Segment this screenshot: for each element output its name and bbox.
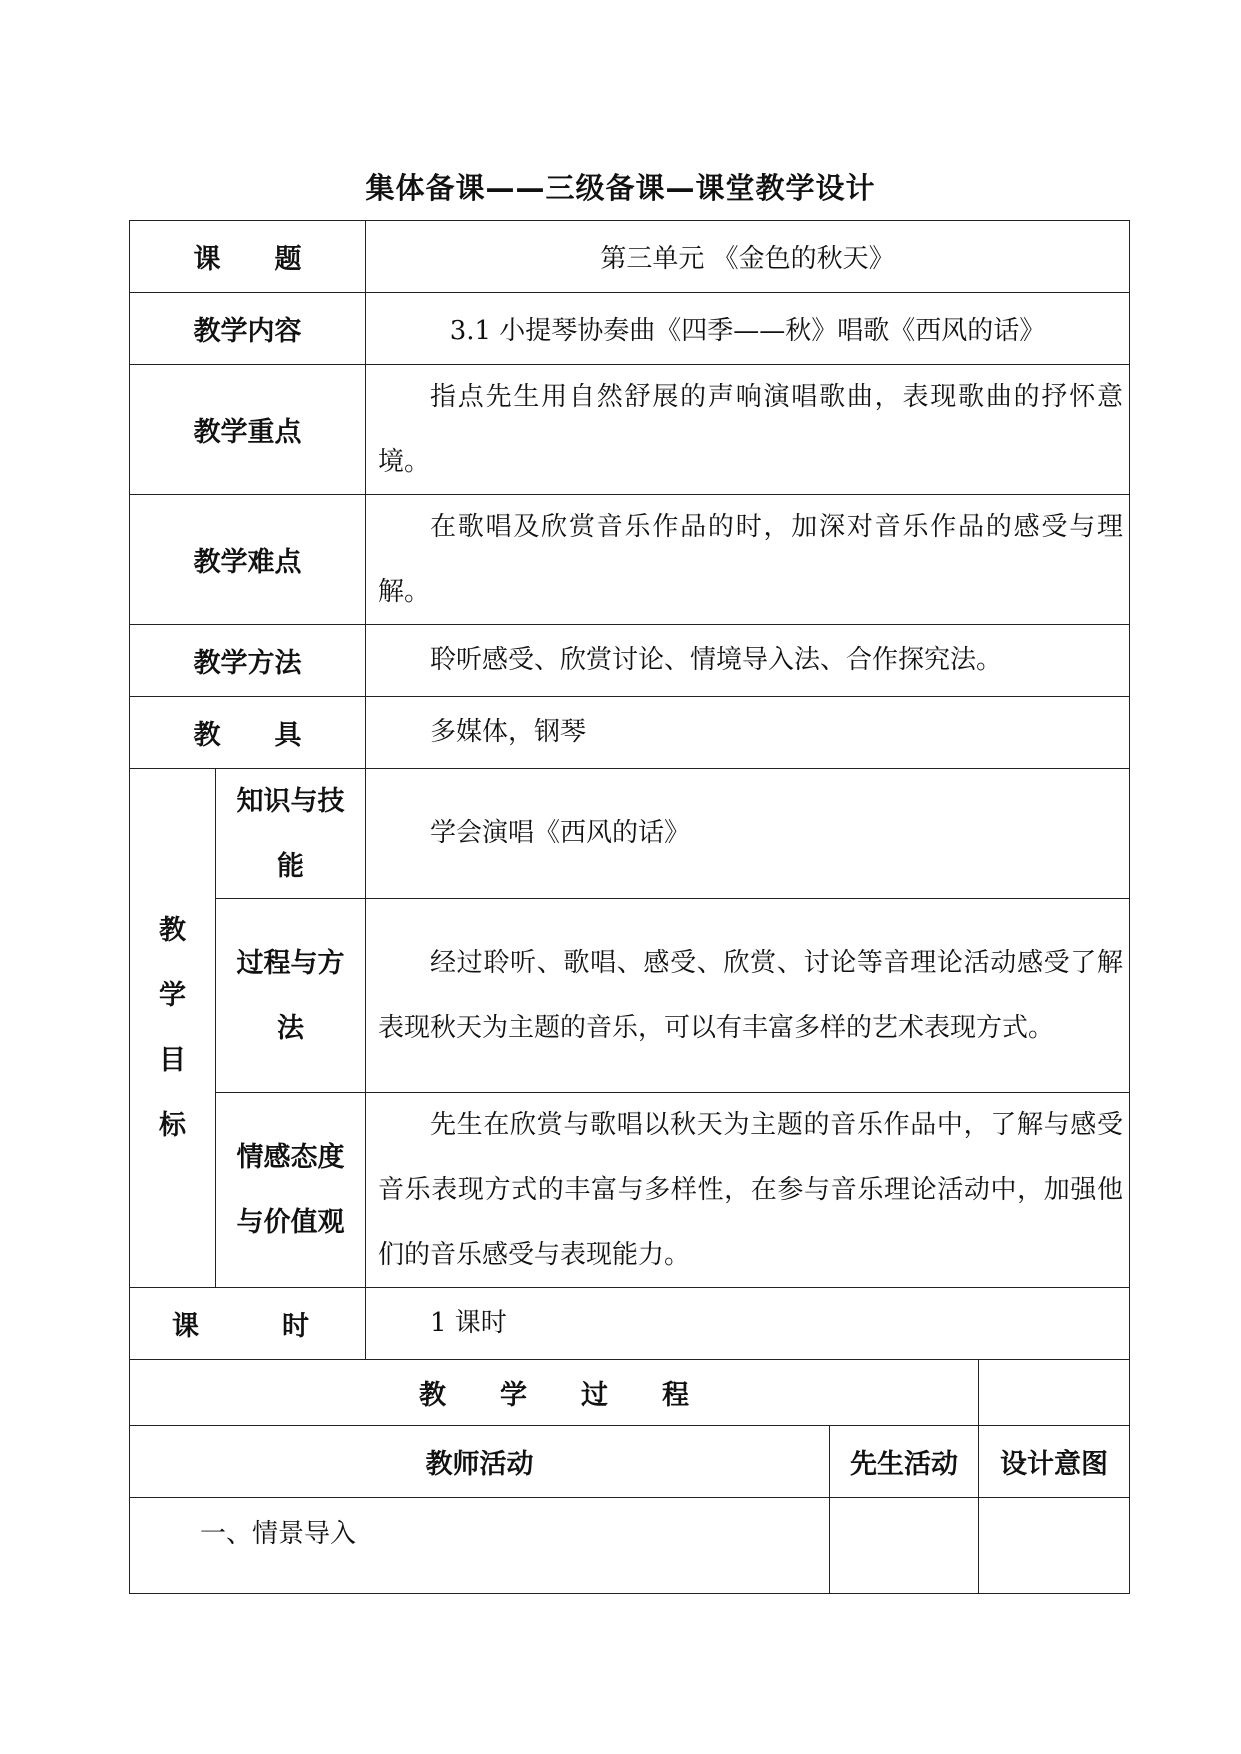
difficulties-label: 教学难点 [193, 547, 302, 578]
content-value: 3.1 小提琴协奏曲《四季——秋》唱歌《西风的话》 [449, 316, 1046, 346]
column-divider [365, 220, 366, 1359]
tools-value [378, 697, 1129, 768]
tools-label: 教 具 [193, 720, 302, 751]
process-label [216, 899, 365, 1092]
topic-value: 第三单元 《金色的秋天》 [600, 244, 895, 274]
key-points-value [378, 365, 1129, 494]
goals-label [130, 769, 215, 1287]
methods-text: 聆听感受、欣赏讨论、情境导入法、合作探究法。 [430, 645, 1003, 675]
col-teacher-activity: 教师活动 [425, 1449, 534, 1480]
hours-text: 1 课时 [430, 1308, 507, 1338]
emotion-label-line: 与价值观 [236, 1207, 345, 1238]
knowledge-text: 学会演唱《西风的话》 [430, 818, 691, 848]
process-label-line: 法 [277, 1012, 304, 1044]
goals-label-char: 教 [159, 915, 186, 946]
col-student-activity: 先生活动 [850, 1449, 958, 1480]
page-title: 集体备课——三级备课—课堂教学设计 [365, 171, 876, 205]
emotion-label-line: 情感态度 [236, 1142, 345, 1173]
methods-value [378, 625, 1129, 696]
process-heading: 教 学 过 程 [419, 1380, 689, 1411]
difficulties-value [378, 495, 1129, 624]
methods-label: 教学方法 [193, 648, 302, 679]
knowledge-value [378, 769, 1129, 898]
emotion-text: 先生在欣赏与歌唱以秋天为主题的音乐作品中，了解与感受音乐表现方式的丰富与多样性，在参与音乐理论活动中，加强他们的音乐感受与表现能力。 [378, 1109, 1123, 1270]
hours-label-left: 课 [172, 1311, 199, 1342]
emotion-value [378, 1093, 1129, 1287]
hours-label [130, 1288, 365, 1359]
first-process-item: 一、情景导入 [200, 1518, 357, 1549]
key-points-text: 指点先生用自然舒展的声响演唱歌曲，表现歌曲的抒怀意境。 [378, 381, 1123, 477]
goals-label-char: 学 [159, 980, 186, 1011]
process-value [378, 899, 1129, 1092]
table-border-bottom [129, 1593, 1130, 1594]
tools-text: 多媒体，钢琴 [430, 717, 587, 747]
emotion-label [216, 1093, 365, 1287]
knowledge-label-line: 能 [277, 850, 304, 882]
difficulties-text: 在歌唱及欣赏音乐作品的时，加深对音乐作品的感受与理解。 [378, 511, 1123, 607]
hours-value [378, 1288, 1129, 1359]
topic-label: 课 题 [193, 244, 302, 275]
knowledge-label [216, 769, 365, 898]
key-points-label: 教学重点 [193, 417, 302, 448]
process-text: 经过聆听、歌唱、感受、欣赏、讨论等音理论活动感受了解表现秋天为主题的音乐，可以有丰富多样的艺术表现方式。 [378, 947, 1123, 1043]
content-label: 教学内容 [193, 316, 302, 347]
hours-label-right: 时 [282, 1311, 309, 1342]
col-design-intent: 设计意图 [1000, 1449, 1108, 1480]
process-label-line: 过程与方 [236, 947, 345, 979]
knowledge-label-line: 知识与技 [236, 785, 345, 817]
table-border-right [1129, 220, 1130, 1594]
goals-label-char: 目 [159, 1045, 186, 1076]
goals-label-char: 标 [159, 1110, 186, 1141]
